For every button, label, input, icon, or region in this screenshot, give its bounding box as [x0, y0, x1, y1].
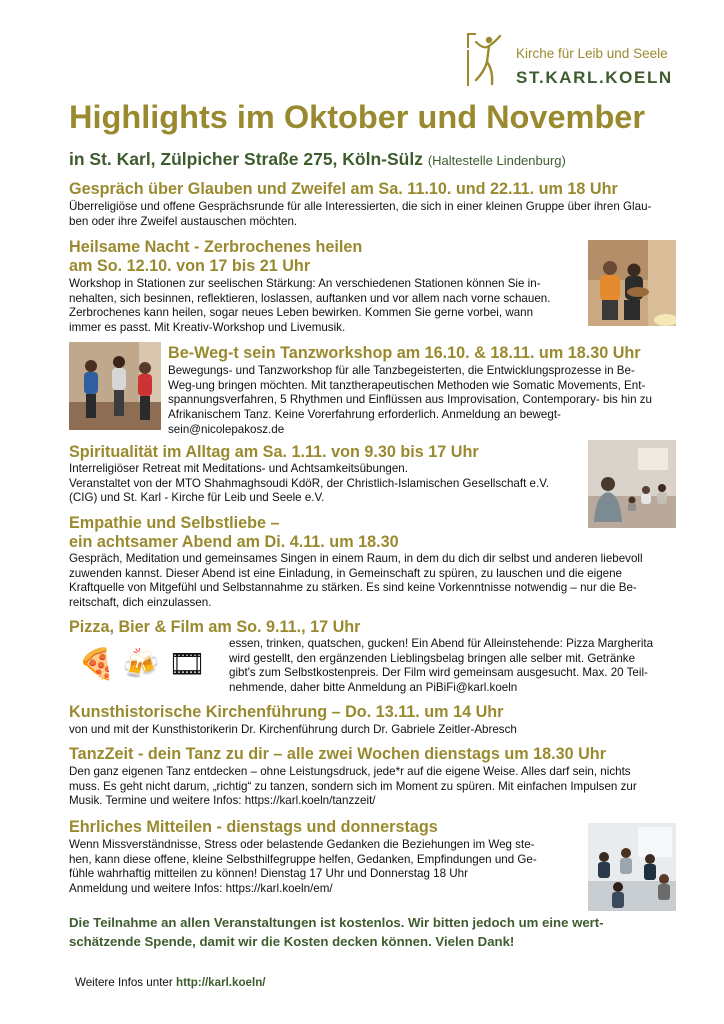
event-body-line: fühle wahrhaftig mitteilen zu können! Dienstag 17 Uhr und Donnerstag 18 Uhr [69, 867, 468, 881]
event-body-line: von und mit der Kunsthistorikerin Dr. Kirchenführung durch Dr. Gabriele Zeitler-Abresch [69, 723, 517, 736]
closing-line: Die Teilnahme an allen Veranstaltungen ist kostenlos. Wir bitten jedoch um eine wert- [69, 915, 604, 930]
event-body-line: sein@nicolepakosz.de [168, 422, 285, 436]
meditation-retreat-photo [588, 440, 676, 528]
event-body-line: Bewegungs- und Tanzworkshop für alle Tanzbegeisterten, die Entwicklungsprozesse in Be- [168, 364, 635, 377]
event-body-line: Weg-ung bringen möchten. Mit tanztherapeutischen Methoden wie Somatic Movements, Ent- [168, 378, 646, 392]
event-body-line: Workshop in Stationen zur seelischen Stärkung: An verschiedenen Stationen können Sie in- [69, 277, 541, 290]
pizza-icon: 🍕 [78, 648, 116, 681]
event-title-pizza-bier-film: Pizza, Bier & Film am So. 9.11., 17 Uhr [69, 618, 361, 636]
event-body-line: reitschaft, dich einzulassen. [69, 596, 212, 610]
event-body-line: ben oder ihre Zweifel austauschen möchten. [69, 214, 298, 228]
event-title-heilsame-nacht: Heilsame Nacht - Zerbrochenes heilen [69, 238, 363, 256]
event-body-line: zuwenden kannst. Dieser Abend ist eine Einladung, in Gemeinschaft zu spüren, zu lauschen und die eigene [69, 566, 622, 580]
dancing-figure-logo-icon [462, 30, 504, 88]
event-body-line: (CIG) und St. Karl - Kirche für Leib und Seele e.V. [69, 491, 325, 505]
event-body-pizza-bier-film [229, 637, 653, 696]
event-body-line: spannungsverfahren, 5 Rhythmen und Einflüssen aus Improvisation, Contemporary- bis hin zu [168, 393, 652, 407]
event-body-line: nehmende, daher bitte Anmeldung an PiBiFi@karl.koeln [229, 681, 518, 695]
website-link[interactable]: http://karl.koeln/ [175, 976, 266, 989]
dance-workshop-photo [69, 342, 161, 430]
beer-mugs-icon: 🍻 [122, 648, 160, 681]
event-body-line: Den ganz eigenen Tanz entdecken – ohne Leistungsdruck, jede*r auf die eigene Weise. Alles darf sein, nichts [69, 765, 631, 778]
event-body-line: hen, kann diese offene, kleine Selbsthilfegruppe helfen, Gedanken, Empfindungen und Ge- [69, 852, 537, 866]
event-body-line: nehalten, sich besinnen, reflektieren, loslassen, auftanken und vor allem nach vorne schauen. [69, 291, 551, 305]
event-body-line: Überreligiöse und offene Gesprächsrunde für alle Interessierten, die sich in einer kleinen Gruppe über ihren Glau- [69, 200, 652, 213]
group-circle-photo [588, 823, 676, 911]
closing-note [69, 913, 604, 951]
page-title: Highlights im Oktober und November [69, 99, 646, 135]
logo [462, 30, 692, 90]
subtitle-note: (Haltestelle Lindenburg) [427, 153, 566, 168]
event-date-heilsame-nacht: am So. 12.10. von 17 bis 21 Uhr [69, 257, 311, 275]
event-body-ehrliches-mitteilen [69, 838, 537, 897]
event-body-line: immer es passt. Mit Kreativ-Workshop und Livemusik. [69, 321, 346, 335]
event-title-glauben-zweifel: Gespräch über Glauben und Zweifel am Sa. 11.10. und 22.11. um 18 Uhr [69, 180, 618, 198]
subtitle-address: in St. Karl, Zülpicher Straße 275, Köln-Sülz [69, 149, 423, 169]
event-body-line: Interreligiöser Retreat mit Meditations- und Achtsamkeitsübungen. [69, 462, 408, 475]
event-body-kirchenfuehrung [69, 723, 517, 738]
event-body-glauben-zweifel [69, 200, 651, 229]
event-title-ehrliches-mitteilen: Ehrliches Mitteilen - dienstags und donnerstags [69, 818, 438, 836]
event-title-tanzworkshop: Be-Weg-t sein Tanzworkshop am 16.10. & 18.11. um 18.30 Uhr [168, 344, 641, 362]
event-body-line: Kraftquelle von Mitgefühl und Selbstannahme zu stärken. Es sind keine Vorkenntnisse notwendig – nur die Be- [69, 581, 637, 595]
event-body-line: Zerbrochenes kann heilen, sogar neues Leben bewirken. Kommen Sie gerne vorbei, wann [69, 306, 534, 320]
event-body-line: Veranstaltet von der MTO Shahmaghsoudi KdöR, der Christlich-Islamischen Gesellschaft e.V. [69, 476, 550, 490]
page-subtitle [69, 149, 566, 170]
event-title-tanzzeit: TanzZeit - dein Tanz zu dir – alle zwei Wochen dienstags um 18.30 Uhr [69, 745, 606, 763]
musicians-photo [588, 240, 676, 326]
event-body-line: essen, trinken, quatschen, gucken! Ein Abend für Alleinstehende: Pizza Margherita [229, 637, 654, 650]
event-body-line: Gespräch, Meditation und gemeinsames Singen in einem Raum, in dem du dich dir selbst und anderen liebevoll [69, 552, 643, 565]
event-title-spiritualitaet: Spiritualität im Alltag am Sa. 1.11. von 9.30 bis 17 Uhr [69, 443, 479, 461]
event-body-tanzzeit [69, 765, 637, 809]
event-body-heilsame-nacht [69, 277, 550, 336]
event-body-empathie [69, 552, 643, 611]
closing-line: schätzende Spende, damit wir die Kosten decken können. Vielen Dank! [69, 934, 515, 949]
logo-tagline: Kirche für Leib und Seele [516, 46, 668, 61]
event-body-line: muss. Es geht nicht darum, „richtig“ zu tanzen, sondern sich im Moment zu spüren. Mit einfachen Impulsen zur [69, 779, 637, 793]
event-date-empathie: ein achtsamer Abend am Di. 4.11. um 18.30 [69, 533, 399, 551]
event-body-line: Wenn Missverständnisse, Stress oder belastende Gedanken die Beziehungen im Weg ste- [69, 838, 535, 851]
event-body-line: Musik. Termine und weitere Infos: https://karl.koeln/tanzzeit/ [69, 794, 376, 808]
event-body-spiritualitaet [69, 462, 549, 506]
event-title-empathie: Empathie und Selbstliebe – [69, 514, 280, 532]
event-body-line: wird gestellt, den ergänzenden Lieblingsbelag bringen alle selber mit. Getränke [229, 651, 636, 665]
footer-prefix: Weitere Infos unter [75, 976, 173, 989]
event-body-tanzworkshop [168, 364, 652, 438]
event-body-line: gibt's zum Selbstkostenpreis. Der Film wird gemeinsam ausgesucht. Max. 20 Teil- [229, 666, 648, 680]
logo-name: ST.KARL.KOELN [516, 68, 673, 87]
film-reel-icon: 🎞 [168, 648, 207, 681]
event-title-kirchenfuehrung: Kunsthistorische Kirchenführung – Do. 13.11. um 14 Uhr [69, 703, 504, 721]
event-body-line: Afrikanischem Tanz. Keine Vorerfahrung erforderlich. Anmeldung an bewegt- [168, 408, 561, 422]
event-body-line: Anmeldung und weitere Infos: https://karl.koeln/em/ [69, 882, 333, 896]
footer [75, 976, 266, 989]
